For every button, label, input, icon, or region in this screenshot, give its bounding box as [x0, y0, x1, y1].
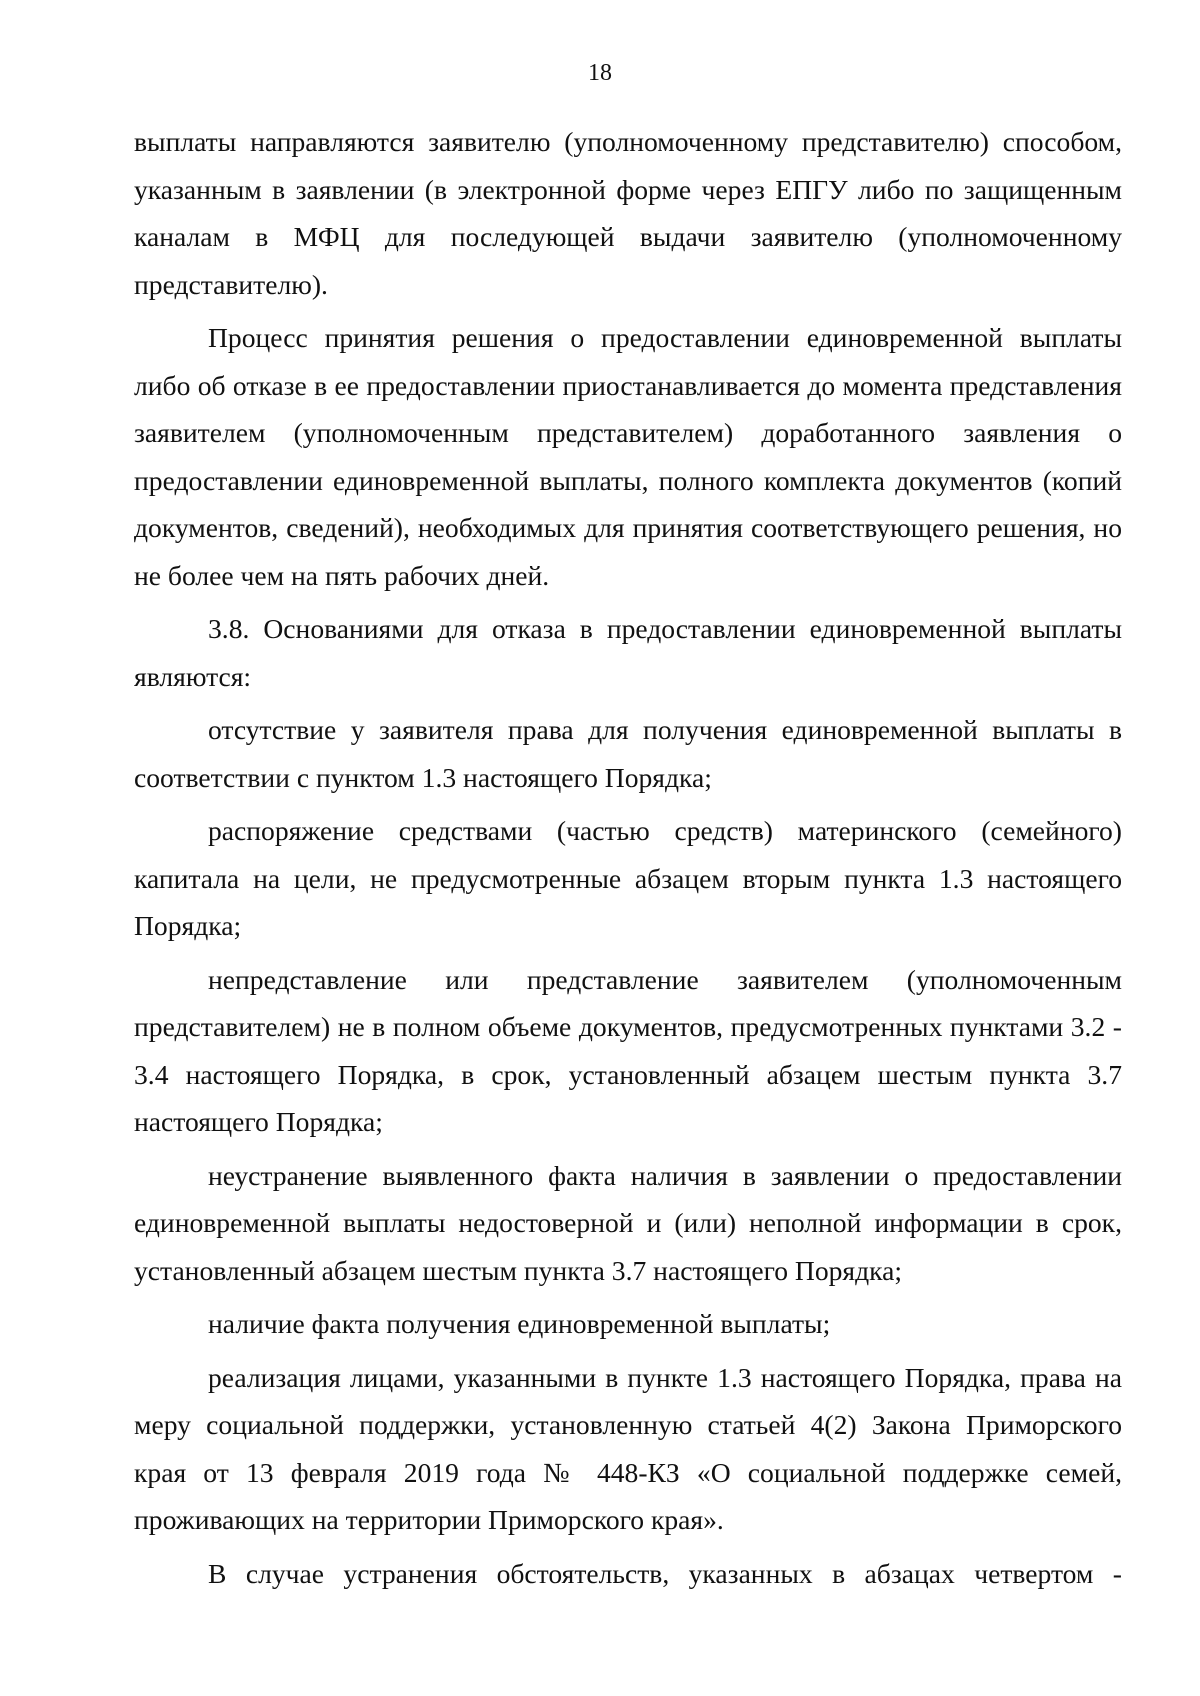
list-item-capital-misuse: распоряжение средствами (частью средств) материнского (семейного) капитала на цели, не предусмотренные абзацем вторым пункта 1.3 настоящего Порядка; [134, 815, 1122, 941]
list-item-already-received: наличие факта получения единовременной выплаты; [208, 1308, 831, 1339]
list-item-law-support-realized: реализация лицами, указанными в пункте 1.3 настоящего Порядка, права на меру социальной поддержки, установленную статьей 4(2) Закона Приморского края от 13 февраля 2019 года № 448-КЗ «О социальной поддержке семей, проживающих на территории Приморского края». [134, 1361, 1122, 1535]
document-body [134, 118, 1122, 1603]
list-item-unfixed-info: неустранение выявленного факта наличия в заявлении о предоставлении единовременной выплаты недостоверной и (или) неполной информации в срок, установленный абзацем шестым пункта 3.7 настоящего Порядка; [134, 1159, 1122, 1286]
list-item-missing-documents: непредставление или представление заявителем (уполномоченным представителем) не в полном объеме документов, предусмотренных пунктами 3.2 - 3.4 настоящего Порядка, в срок, установленный абзацем шестым пункта 3.7 настоящего Порядка; [134, 963, 1122, 1137]
paragraph-suspension-process: Процесс принятия решения о предоставлении единовременной выплаты либо об отказе в ее предоставлении приостанавливается до момента представления заявителем (уполномоченным представителем) доработанного заявления о предоставлении единовременной выплаты, полного комплекта документов (копий документов, сведений), необходимых для принятия соответствующего решения, но не более чем на пять рабочих дней. [134, 322, 1122, 591]
paragraph-payment-delivery: выплаты направляются заявителю (уполномоченному представителю) способом, указанным в заявлении (в электронной форме через ЕПГУ либо по защищенным каналам в МФЦ для последующей выдачи заявителю (уполномоченному представителю). [134, 126, 1122, 300]
list-item-no-right: отсутствие у заявителя права для получения единовременной выплаты в соответствии с пунктом 1.3 настоящего Порядка; [134, 714, 1122, 793]
page-number: 18 [588, 60, 612, 86]
paragraph-circumstances-removed: В случае устранения обстоятельств, указанных в абзацах четвертом - [208, 1557, 1122, 1589]
paragraph-refusal-grounds-heading: 3.8. Основаниями для отказа в предоставлении единовременной выплаты являются: [134, 613, 1122, 692]
